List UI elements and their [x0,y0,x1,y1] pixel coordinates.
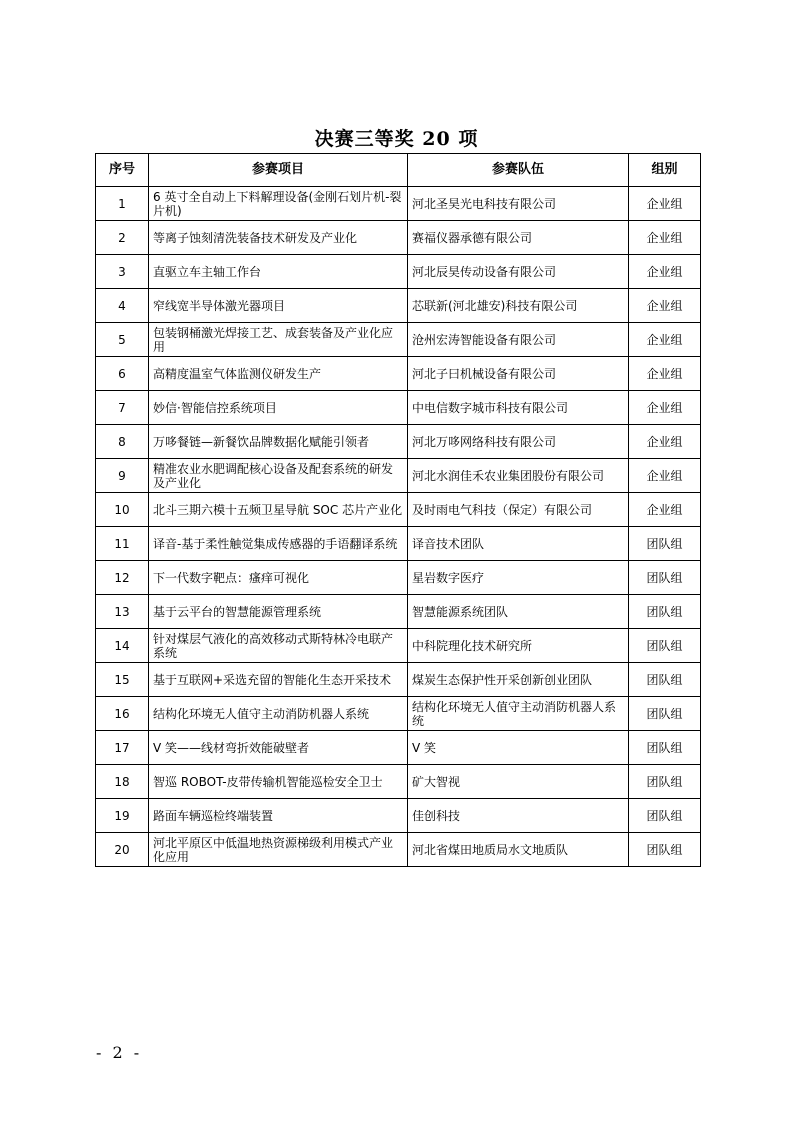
cell-team: V 笑 [408,731,629,765]
cell-no: 14 [96,629,149,663]
cell-no: 10 [96,493,149,527]
table-row [96,595,701,629]
cell-team: 煤炭生态保护性开采创新创业团队 [408,663,629,697]
cell-group: 企业组 [629,459,701,493]
cell-group: 企业组 [629,357,701,391]
header-team: 参赛队伍 [408,154,629,187]
cell-no: 6 [96,357,149,391]
table-header-row [96,154,701,187]
cell-no: 12 [96,561,149,595]
cell-no: 5 [96,323,149,357]
cell-project: 基于互联网+采选充留的智能化生态开采技术 [149,663,408,697]
cell-project: 结构化环境无人值守主动消防机器人系统 [149,697,408,731]
table-row [96,255,701,289]
cell-group: 企业组 [629,391,701,425]
cell-group: 团队组 [629,561,701,595]
cell-no: 13 [96,595,149,629]
cell-project: 6 英寸全自动上下料解理设备(金刚石划片机-裂片机) [149,187,408,221]
cell-group: 企业组 [629,425,701,459]
cell-no: 18 [96,765,149,799]
table-row [96,561,701,595]
cell-team: 河北水润佳禾农业集团股份有限公司 [408,459,629,493]
cell-group: 团队组 [629,833,701,867]
cell-group: 团队组 [629,799,701,833]
cell-team: 星岩数字医疗 [408,561,629,595]
cell-group: 企业组 [629,255,701,289]
cell-group: 团队组 [629,527,701,561]
table-row [96,221,701,255]
cell-project: 高精度温室气体监测仪研发生产 [149,357,408,391]
cell-no: 20 [96,833,149,867]
cell-no: 11 [96,527,149,561]
cell-project: 基于云平台的智慧能源管理系统 [149,595,408,629]
cell-project: 万哆餐链—新餐饮品牌数据化赋能引领者 [149,425,408,459]
awards-table [95,153,701,867]
cell-no: 4 [96,289,149,323]
cell-team: 河北省煤田地质局水文地质队 [408,833,629,867]
cell-team: 芯联新(河北雄安)科技有限公司 [408,289,629,323]
cell-group: 企业组 [629,221,701,255]
cell-group: 企业组 [629,289,701,323]
table-row [96,833,701,867]
table-row [96,799,701,833]
cell-project: V 笑——线材弯折效能破壁者 [149,731,408,765]
cell-project: 河北平原区中低温地热资源梯级利用模式产业化应用 [149,833,408,867]
cell-team: 沧州宏涛智能设备有限公司 [408,323,629,357]
header-project: 参赛项目 [149,154,408,187]
cell-team: 河北辰昊传动设备有限公司 [408,255,629,289]
cell-team: 中电信数字城市科技有限公司 [408,391,629,425]
cell-project: 包装钢桶激光焊接工艺、成套装备及产业化应用 [149,323,408,357]
cell-project: 妙信·智能信控系统项目 [149,391,408,425]
cell-project: 窄线宽半导体激光器项目 [149,289,408,323]
cell-no: 3 [96,255,149,289]
cell-project: 直驱立车主轴工作台 [149,255,408,289]
table-row [96,289,701,323]
cell-team: 矿大智视 [408,765,629,799]
cell-team: 河北圣昊光电科技有限公司 [408,187,629,221]
cell-no: 9 [96,459,149,493]
table-row [96,697,701,731]
cell-team: 译音技术团队 [408,527,629,561]
cell-no: 2 [96,221,149,255]
cell-project: 精准农业水肥调配核心设备及配套系统的研发及产业化 [149,459,408,493]
cell-project: 针对煤层气液化的高效移动式斯特林冷电联产系统 [149,629,408,663]
header-group: 组别 [629,154,701,187]
cell-group: 企业组 [629,187,701,221]
table-row [96,765,701,799]
cell-team: 及时雨电气科技（保定）有限公司 [408,493,629,527]
cell-group: 团队组 [629,629,701,663]
cell-group: 团队组 [629,663,701,697]
cell-project: 译音-基于柔性触觉集成传感器的手语翻译系统 [149,527,408,561]
cell-group: 团队组 [629,697,701,731]
table-row [96,391,701,425]
cell-no: 1 [96,187,149,221]
cell-group: 企业组 [629,323,701,357]
cell-project: 下一代数字靶点：瘙痒可视化 [149,561,408,595]
cell-no: 15 [96,663,149,697]
table-row [96,527,701,561]
cell-no: 7 [96,391,149,425]
cell-no: 16 [96,697,149,731]
cell-project: 北斗三期六模十五频卫星导航 SOC 芯片产业化 [149,493,408,527]
cell-team: 佳创科技 [408,799,629,833]
cell-group: 企业组 [629,493,701,527]
table-row [96,663,701,697]
table-row [96,425,701,459]
cell-group: 团队组 [629,595,701,629]
table-row [96,323,701,357]
cell-no: 19 [96,799,149,833]
table-row [96,629,701,663]
table-row [96,731,701,765]
cell-no: 8 [96,425,149,459]
cell-project: 路面车辆巡检终端装置 [149,799,408,833]
table-row [96,459,701,493]
table-row [96,187,701,221]
cell-team: 结构化环境无人值守主动消防机器人系统 [408,697,629,731]
cell-team: 智慧能源系统团队 [408,595,629,629]
table-row [96,493,701,527]
cell-project: 等离子蚀刻清洗装备技术研发及产业化 [149,221,408,255]
header-no: 序号 [96,154,149,187]
cell-team: 河北万哆网络科技有限公司 [408,425,629,459]
cell-no: 17 [96,731,149,765]
cell-team: 中科院理化技术研究所 [408,629,629,663]
cell-group: 团队组 [629,765,701,799]
cell-team: 赛福仪器承德有限公司 [408,221,629,255]
page-number: - 2 - [96,1043,143,1062]
cell-group: 团队组 [629,731,701,765]
cell-project: 智巡 ROBOT-皮带传输机智能巡检安全卫士 [149,765,408,799]
table-row [96,357,701,391]
cell-team: 河北子曰机械设备有限公司 [408,357,629,391]
page-title: 决赛三等奖 20 项 [314,128,479,150]
